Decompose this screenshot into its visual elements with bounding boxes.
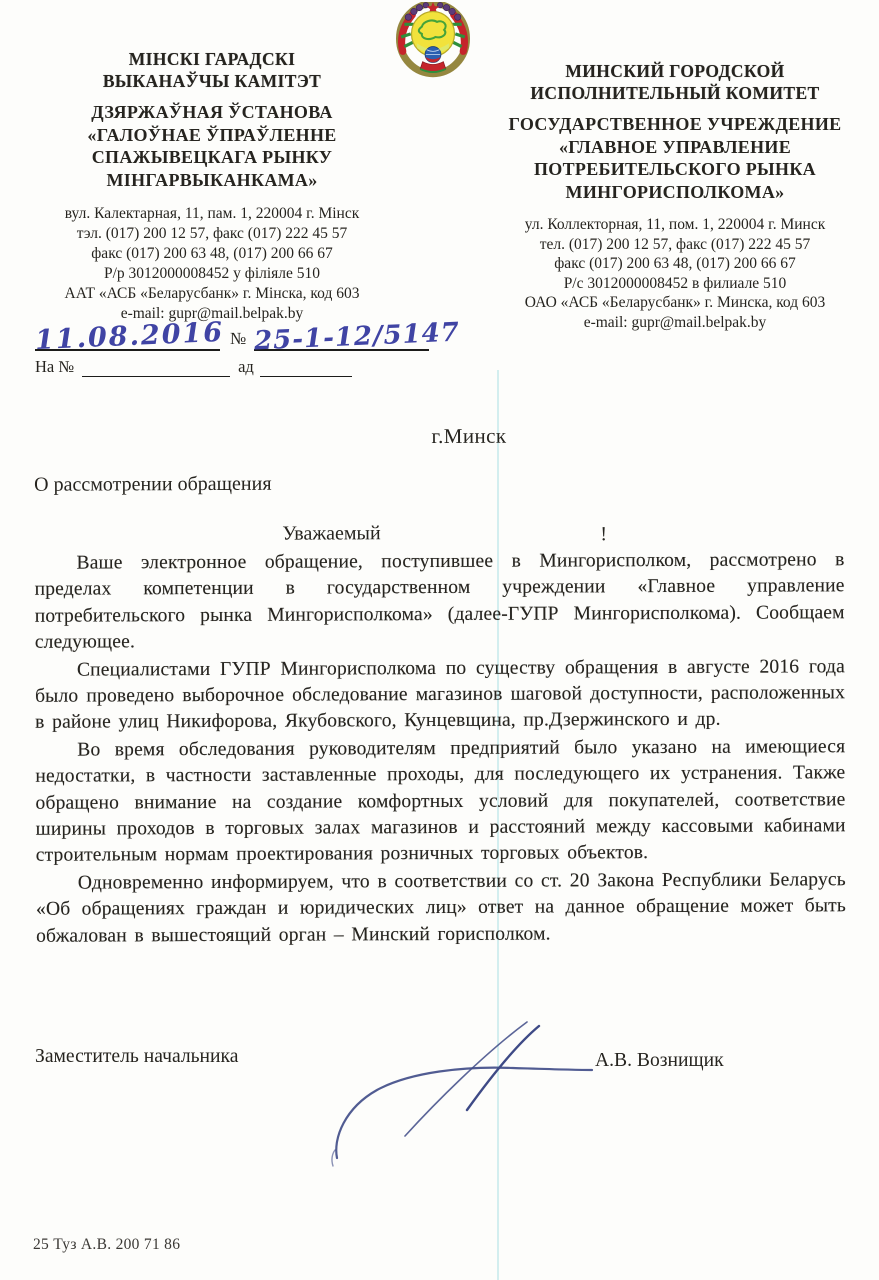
date-field (34, 316, 225, 357)
institution-name-ru (480, 113, 870, 203)
reply-date-label: ад (238, 357, 254, 376)
salutation-exclamation: ! (600, 523, 608, 546)
city-line: г.Минск (431, 423, 507, 449)
letterhead-left-column (24, 48, 400, 324)
institution-ru-line3: ПОТРЕБИТЕЛЬСКОГО РЫНКА (534, 159, 816, 179)
paragraph-1: Ваше электронное обращение, поступившее в Мингорисполком, рассмотрено в пределах компетенции в государственном учреждении «Главное управление потребительского рынка Мингорисполкома» (далее-ГУПР Мингорисполкома). Сообщаем следующее. (34, 549, 845, 653)
paragraph-3: Во время обследования руководителям предприятий было указано на имеющиеся недостатки, в частности заставленные проходы, для последующего их устранения. Также обращено внимание на создание комфортных условий для покупателей, соответствие ширины проходов в торговых залах магазинов и расстояний между кассовыми кабинами строительным нормам проектирования розничных торговых объектов. (35, 736, 846, 867)
address-by-fax: факс (017) 200 63 48, (017) 200 66 67 (91, 245, 333, 262)
handwritten-date: 11.08.2016 (34, 316, 225, 357)
institution-ru-line4: МИНГОРИСПОЛКОМА» (565, 181, 785, 202)
address-by-account: Р/р 3012000008452 у філіяле 510 (103, 265, 321, 282)
institution-by-line1: ДЗЯРЖАЎНАЯ ЎСТАНОВА (91, 102, 333, 122)
org-name-by-line2: ВЫКАНАЎЧЫ КАМІТЭТ (102, 71, 322, 91)
signer-name: А.В. Вознищик (595, 1050, 724, 1071)
belarus-coat-of-arms-icon (393, 2, 473, 80)
address-ru-street: ул. Коллекторная, 11, пом. 1, 220004 г. Минск (524, 216, 826, 233)
address-ru-phone: тел. (017) 200 12 57, факс (017) 222 45 57 (539, 235, 811, 253)
paragraph-4: Одновременно информируем, что в соответствии со ст. 20 Закона Республики Беларусь «Об обращениях граждан и юридических лиц» ответ на данное обращение может быть обжалован в вышестоящий орган – Минский горисполком. (35, 869, 847, 947)
org-name-ru (480, 60, 870, 104)
handwritten-signature-icon (315, 1018, 615, 1183)
reply-date-blank (260, 362, 352, 377)
address-ru-email: e-mail: gupr@mail.belpak.by (583, 313, 767, 331)
reply-prefix-label: На № (35, 357, 75, 376)
executor-footer-note: 25 Туз А.В. 200 71 86 (33, 1236, 181, 1253)
address-block-ru (480, 215, 870, 332)
institution-by-line4: МІНГАРВЫКАНКАМА» (106, 169, 318, 190)
address-ru-bank: ОАО «АСБ «Беларусбанк» г. Минска, код 603 (524, 294, 826, 311)
reply-to-row (35, 357, 505, 377)
salutation-word: Уважаемый (282, 522, 381, 545)
address-by-street: вул. Калектарная, 11, пам. 1, 220004 г. Мінск (64, 205, 360, 222)
org-name-ru-line2: ИСПОЛНИТЕЛЬНЫЙ КОМИТЕТ (530, 83, 820, 103)
reply-number-blank (82, 362, 230, 377)
reference-block (35, 318, 505, 377)
number-sign-label: № (230, 329, 247, 348)
handwritten-number: 25-1-12/5147 (253, 317, 461, 357)
institution-ru-line1: ГОСУДАРСТВЕННОЕ УЧРЕЖДЕНИЕ (508, 114, 842, 134)
org-name-by-line1: МІНСКІ ГАРАДСКІ (128, 49, 296, 69)
institution-by-line3: СПАЖЫВЕЦКАГА РЫНКУ (91, 147, 333, 167)
signer-position-title: Заместитель начальника (35, 1046, 239, 1067)
address-by-phone: тэл. (017) 200 12 57, факс (017) 222 45 57 (76, 225, 348, 242)
address-ru-fax: факс (017) 200 63 48, (017) 200 66 67 (554, 255, 796, 272)
institution-name-by (24, 101, 400, 191)
address-by-email: e-mail: gupr@mail.belpak.by (120, 305, 304, 322)
date-number-row (34, 316, 505, 357)
letterhead-right-column (480, 60, 870, 332)
org-name-by (24, 48, 400, 92)
subject-line: О рассмотрении обращения (34, 472, 272, 496)
institution-ru-line2: «ГЛАВНОЕ УПРАВЛЕНИЕ (558, 136, 791, 157)
outgoing-number-field (253, 317, 461, 357)
address-block-by (24, 204, 400, 324)
institution-by-line2: «ГАЛОЎНАЕ ЎПРАЎЛЕННЕ (87, 124, 337, 145)
letter-body (34, 422, 846, 950)
address-ru-account: Р/с 3012000008452 в филиале 510 (563, 274, 787, 292)
paragraph-2: Специалистами ГУПР Мингорисполкома по существу обращения в августе 2016 года было проведено выборочное обследование магазинов шаговой доступности, расположенных в районе улиц Никифорова, Якубовского, Кунцевщина, пр.Дзержинского и др. (34, 655, 846, 734)
org-name-ru-line1: МИНСКИЙ ГОРОДСКОЙ (565, 61, 785, 81)
salutation-line (34, 520, 844, 551)
address-by-bank: ААТ «АСБ «Беларусбанк» г. Мінска, код 603 (64, 285, 360, 302)
